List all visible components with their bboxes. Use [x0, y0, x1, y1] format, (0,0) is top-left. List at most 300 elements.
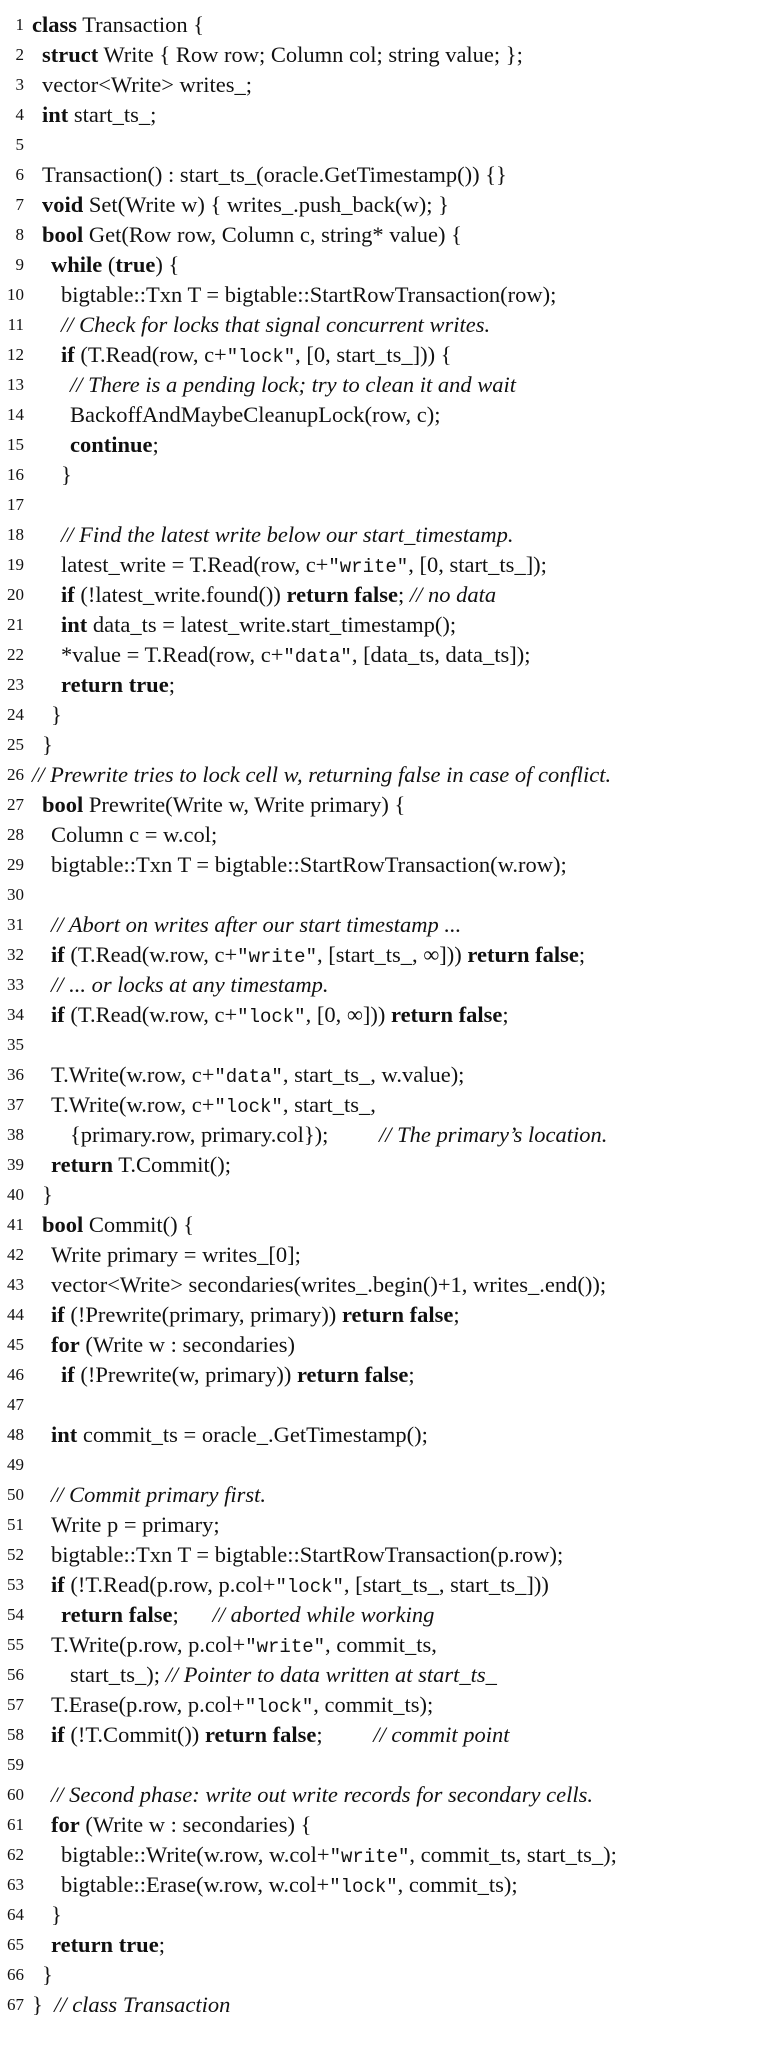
code-line — [0, 1150, 774, 1180]
code-line — [0, 1090, 774, 1120]
code-text — [51, 1630, 437, 1662]
code-token: BackoffAndMaybeCleanupLock(row, c); — [70, 402, 441, 427]
code-text — [42, 160, 507, 190]
code-line — [0, 1870, 774, 1900]
code-text — [70, 1120, 607, 1150]
code-token: (T.Read(row, c+ — [74, 342, 227, 367]
code-text — [70, 370, 516, 400]
keyword: for — [51, 1812, 80, 1837]
code-token: (Write w : secondaries) { — [79, 1812, 312, 1837]
code-token: bigtable::Erase(w.row, w.col+ — [61, 1872, 330, 1897]
code-line — [0, 1630, 774, 1660]
code-line — [0, 370, 774, 400]
string-literal: "lock" — [244, 1696, 314, 1718]
line-number: 47 — [7, 1395, 24, 1414]
string-literal: "write" — [328, 556, 409, 578]
code-token: ; — [316, 1722, 374, 1747]
line-number: 23 — [7, 675, 24, 694]
line-number: 51 — [7, 1515, 24, 1534]
line-number: 31 — [7, 915, 24, 934]
line-number: 35 — [7, 1035, 24, 1054]
code-token: } — [42, 732, 53, 757]
code-line — [0, 1480, 774, 1510]
code-token: T.Commit(); — [113, 1152, 231, 1177]
code-text — [51, 1690, 433, 1722]
code-text — [51, 1060, 464, 1092]
code-line — [0, 580, 774, 610]
code-token: commit_ts = oracle_.GetTimestamp(); — [77, 1422, 428, 1447]
line-number: 9 — [15, 255, 24, 274]
code-line — [0, 1600, 774, 1630]
code-token: Transaction { — [77, 12, 205, 37]
code-line — [0, 1060, 774, 1090]
code-text — [42, 70, 252, 100]
code-token: } — [42, 1962, 53, 1987]
string-literal: "data" — [214, 1066, 283, 1088]
code-text — [51, 970, 328, 1000]
line-number: 6 — [15, 165, 24, 184]
keyword: class — [32, 12, 77, 37]
keyword: return true — [61, 672, 169, 697]
code-token: bigtable::Txn T = bigtable::StartRowTransaction(row); — [61, 282, 557, 307]
code-line — [0, 700, 774, 730]
code-comment: // commit point — [373, 1722, 510, 1747]
code-line — [0, 310, 774, 340]
code-line — [0, 10, 774, 40]
code-token: } — [51, 1902, 62, 1927]
line-number: 16 — [7, 465, 24, 484]
line-number: 3 — [15, 75, 24, 94]
line-number: 57 — [7, 1695, 24, 1714]
keyword: return false — [467, 942, 579, 967]
line-number: 20 — [7, 585, 24, 604]
code-line — [0, 160, 774, 190]
code-line — [0, 1930, 774, 1960]
code-comment: // Check for locks that signal concurrent writes. — [61, 312, 491, 337]
code-text — [51, 1300, 460, 1330]
code-token: , commit_ts); — [397, 1872, 518, 1897]
code-text — [42, 100, 156, 130]
line-number: 22 — [7, 645, 24, 664]
code-line — [0, 1300, 774, 1330]
code-line — [0, 1840, 774, 1870]
code-token: (T.Read(w.row, c+ — [64, 942, 238, 967]
line-number: 50 — [7, 1485, 24, 1504]
code-text — [51, 1270, 606, 1300]
code-token: } — [61, 462, 72, 487]
keyword: for — [51, 1332, 80, 1357]
line-number: 19 — [7, 555, 24, 574]
keyword: if — [61, 582, 75, 607]
code-text — [51, 1930, 165, 1960]
code-token: Prewrite(Write w, Write primary) { — [83, 792, 406, 817]
code-text — [42, 1960, 53, 1990]
keyword: void — [42, 192, 84, 217]
code-text — [61, 310, 490, 340]
code-line — [0, 1540, 774, 1570]
code-text — [51, 1510, 220, 1540]
string-literal: "write" — [329, 1846, 410, 1868]
line-number: 13 — [7, 375, 24, 394]
code-text — [61, 1600, 434, 1630]
keyword: return false — [286, 582, 398, 607]
code-token: {primary.row, primary.col}); — [70, 1122, 380, 1147]
line-number: 49 — [7, 1455, 24, 1474]
code-text — [32, 10, 204, 40]
code-token: (!Prewrite(primary, primary)) — [64, 1302, 342, 1327]
code-text — [51, 1900, 62, 1930]
code-token: T.Erase(p.row, p.col+ — [51, 1692, 245, 1717]
string-literal: "write" — [237, 946, 317, 968]
code-token: Column c = w.col; — [51, 822, 218, 847]
code-token: *value = T.Read(row, c+ — [61, 642, 284, 667]
code-comment: // ... or locks at any timestamp. — [51, 972, 329, 997]
code-token: (!Prewrite(w, primary)) — [74, 1362, 297, 1387]
code-comment: // Second phase: write out write records for secondary cells. — [51, 1782, 593, 1807]
line-number: 18 — [7, 525, 24, 544]
line-number: 14 — [7, 405, 24, 424]
code-comment: // class Transaction — [54, 1992, 231, 2017]
code-token: ; — [397, 582, 410, 607]
keyword: true — [115, 252, 156, 277]
keyword: return false — [341, 1302, 454, 1327]
code-token: , start_ts_, — [282, 1092, 376, 1117]
code-line — [0, 1360, 774, 1390]
keyword: return false — [61, 1602, 173, 1627]
line-number: 21 — [7, 615, 24, 634]
code-token: T.Write(p.row, p.col+ — [51, 1632, 246, 1657]
code-token: Write { Row row; Column col; string value; }; — [98, 42, 523, 67]
code-line — [0, 70, 774, 100]
code-text — [42, 40, 523, 70]
line-number: 61 — [7, 1815, 24, 1834]
line-number: 8 — [15, 225, 24, 244]
keyword: if — [51, 1002, 65, 1027]
code-line — [0, 1660, 774, 1690]
code-token: ; — [168, 672, 175, 697]
code-line — [0, 1510, 774, 1540]
code-line — [0, 790, 774, 820]
code-text — [61, 580, 496, 610]
keyword: bool — [42, 222, 84, 247]
code-text — [32, 1990, 230, 2020]
code-token: } — [51, 702, 62, 727]
line-number: 55 — [7, 1635, 24, 1654]
line-number: 10 — [7, 285, 24, 304]
line-number: 63 — [7, 1875, 24, 1894]
string-literal: "lock" — [329, 1876, 398, 1898]
keyword: if — [51, 942, 65, 967]
line-number: 34 — [7, 1005, 24, 1024]
code-text — [42, 790, 405, 820]
line-number: 56 — [7, 1665, 24, 1684]
keyword: return false — [204, 1722, 317, 1747]
code-token: , commit_ts); — [313, 1692, 434, 1717]
code-text — [51, 940, 585, 972]
code-text — [51, 1570, 549, 1602]
code-line — [0, 1180, 774, 1210]
string-literal: "lock" — [214, 1096, 283, 1118]
code-token: (Write w : secondaries) — [79, 1332, 295, 1357]
code-token: Commit() { — [83, 1212, 195, 1237]
line-number: 37 — [7, 1095, 24, 1114]
code-text — [42, 730, 53, 760]
code-line — [0, 430, 774, 460]
keyword: struct — [42, 42, 99, 67]
code-text — [61, 340, 452, 372]
code-line — [0, 1270, 774, 1300]
line-number: 15 — [7, 435, 24, 454]
code-line — [0, 820, 774, 850]
code-line — [0, 280, 774, 310]
code-token: , [data_ts, data_ts]); — [351, 642, 531, 667]
code-token: start_ts_; — [68, 102, 157, 127]
line-number: 65 — [7, 1935, 24, 1954]
line-number: 40 — [7, 1185, 24, 1204]
code-token: Get(Row row, Column c, string* value) { — [83, 222, 462, 247]
code-token: } — [42, 1182, 53, 1207]
code-text — [61, 550, 547, 582]
code-line — [0, 1570, 774, 1600]
line-number: 25 — [7, 735, 24, 754]
code-line — [0, 940, 774, 970]
code-token: , [0, start_ts_]); — [408, 552, 547, 577]
line-number: 38 — [7, 1125, 24, 1144]
code-text — [61, 1840, 617, 1872]
code-token: ) { — [155, 252, 180, 277]
code-line — [0, 640, 774, 670]
code-token: ; — [578, 942, 586, 967]
code-line — [0, 880, 774, 910]
line-number: 64 — [7, 1905, 24, 1924]
keyword: while — [51, 252, 103, 277]
code-line — [0, 400, 774, 430]
code-token: vector<Write> secondaries(writes_.begin()+1, writes_.end()); — [51, 1272, 607, 1297]
line-number: 4 — [15, 105, 24, 124]
code-text — [61, 1360, 415, 1390]
code-line — [0, 1030, 774, 1060]
code-token: latest_write = T.Read(row, c+ — [61, 552, 329, 577]
code-token: bigtable::Txn T = bigtable::StartRowTransaction(p.row); — [51, 1542, 564, 1567]
code-text — [51, 1240, 301, 1270]
code-line — [0, 1450, 774, 1480]
code-line — [0, 1990, 774, 2020]
line-number: 26 — [7, 765, 24, 784]
code-token: Write p = primary; — [51, 1512, 220, 1537]
code-line — [0, 1210, 774, 1240]
code-text — [51, 250, 179, 280]
code-line — [0, 1000, 774, 1030]
keyword: if — [51, 1572, 65, 1597]
code-token: (!T.Read(p.row, p.col+ — [64, 1572, 276, 1597]
code-line — [0, 340, 774, 370]
code-line — [0, 490, 774, 520]
keyword: if — [61, 1362, 75, 1387]
code-comment: // Abort on writes after our start timestamp ... — [51, 912, 462, 937]
code-line — [0, 1240, 774, 1270]
line-number: 67 — [7, 1995, 24, 2014]
line-number: 24 — [7, 705, 24, 724]
keyword: int — [51, 1422, 78, 1447]
keyword: if — [51, 1722, 65, 1747]
code-text — [70, 430, 159, 460]
code-token: , commit_ts, start_ts_); — [409, 1842, 617, 1867]
code-text — [51, 910, 461, 940]
code-token: bigtable::Write(w.row, w.col+ — [61, 1842, 330, 1867]
line-number: 32 — [7, 945, 24, 964]
line-number: 54 — [7, 1605, 24, 1624]
code-text — [70, 1660, 497, 1690]
code-line — [0, 910, 774, 940]
code-line — [0, 1690, 774, 1720]
code-line — [0, 250, 774, 280]
code-line — [0, 1420, 774, 1450]
code-line — [0, 1720, 774, 1750]
code-line — [0, 1120, 774, 1150]
code-token: start_ts_); — [70, 1662, 166, 1687]
code-token: ; — [453, 1302, 460, 1327]
line-number: 11 — [7, 315, 24, 334]
keyword: bool — [42, 792, 84, 817]
code-token: ; — [502, 1002, 509, 1027]
line-number: 45 — [7, 1335, 24, 1354]
keyword: continue — [70, 432, 153, 457]
line-number: 60 — [7, 1785, 24, 1804]
code-text — [51, 1810, 311, 1840]
code-text — [61, 520, 514, 550]
code-text — [51, 1780, 593, 1810]
code-line — [0, 220, 774, 250]
code-text — [61, 610, 456, 640]
keyword: if — [61, 342, 75, 367]
code-text — [61, 670, 175, 700]
code-text — [61, 460, 72, 490]
line-number: 1 — [15, 15, 24, 34]
code-text — [51, 1150, 231, 1180]
string-literal: "lock" — [226, 346, 296, 368]
code-text — [32, 760, 611, 790]
line-number: 7 — [15, 195, 24, 214]
line-number: 48 — [7, 1425, 24, 1444]
line-number: 62 — [7, 1845, 24, 1864]
keyword: return false — [390, 1002, 503, 1027]
code-text — [61, 1870, 518, 1902]
code-text — [42, 220, 462, 250]
line-number: 58 — [7, 1725, 24, 1744]
line-number: 2 — [15, 45, 24, 64]
code-line — [0, 40, 774, 70]
line-number: 42 — [7, 1245, 24, 1264]
code-line — [0, 760, 774, 790]
code-token: bigtable::Txn T = bigtable::StartRowTransaction(w.row); — [51, 852, 567, 877]
line-number: 17 — [7, 495, 24, 514]
code-line — [0, 130, 774, 160]
code-line — [0, 1780, 774, 1810]
code-line — [0, 550, 774, 580]
code-token: ; — [158, 1932, 165, 1957]
code-line — [0, 1960, 774, 1990]
code-token: , [0, start_ts_])) { — [295, 342, 452, 367]
code-token: } — [32, 1992, 55, 2017]
line-number: 33 — [7, 975, 24, 994]
code-line — [0, 730, 774, 760]
code-line — [0, 460, 774, 490]
code-line — [0, 670, 774, 700]
line-number: 44 — [7, 1305, 24, 1324]
line-number: 46 — [7, 1365, 24, 1384]
keyword: if — [51, 1302, 65, 1327]
code-text — [51, 1000, 509, 1032]
code-token: , [0, ∞])) — [305, 1002, 391, 1027]
line-number: 36 — [7, 1065, 24, 1084]
string-literal: "write" — [245, 1636, 326, 1658]
code-line — [0, 1810, 774, 1840]
code-line — [0, 1900, 774, 1930]
line-number: 66 — [7, 1965, 24, 1984]
code-token: data_ts = latest_write.start_timestamp(); — [87, 612, 457, 637]
code-text — [51, 1420, 428, 1450]
code-token: , start_ts_, w.value); — [282, 1062, 465, 1087]
code-comment: // aborted while working — [212, 1602, 435, 1627]
code-text — [61, 640, 531, 672]
string-literal: "data" — [283, 646, 352, 668]
code-token: vector<Write> writes_; — [42, 72, 253, 97]
line-number: 30 — [7, 885, 24, 904]
code-token: ; — [408, 1362, 415, 1387]
code-token: (!latest_write.found()) — [74, 582, 287, 607]
keyword: return false — [296, 1362, 409, 1387]
code-text — [51, 850, 567, 880]
code-text — [42, 1180, 53, 1210]
line-number: 27 — [7, 795, 24, 814]
code-text — [42, 1210, 194, 1240]
line-number: 28 — [7, 825, 24, 844]
code-text — [51, 820, 217, 850]
string-literal: "lock" — [237, 1006, 306, 1028]
code-comment: // The primary’s location. — [379, 1122, 608, 1147]
code-token: Transaction() : start_ts_(oracle.GetTimestamp()) {} — [42, 162, 507, 187]
code-token: (T.Read(w.row, c+ — [64, 1002, 238, 1027]
code-token: T.Write(w.row, c+ — [51, 1062, 215, 1087]
code-text — [51, 1540, 563, 1570]
line-number: 53 — [7, 1575, 24, 1594]
code-token: ; — [172, 1602, 213, 1627]
code-comment: // Pointer to data written at start_ts_ — [165, 1662, 497, 1687]
line-number: 12 — [7, 345, 24, 364]
code-comment: // Commit primary first. — [51, 1482, 267, 1507]
code-comment: // Prewrite tries to lock cell w, returning false in case of conflict. — [32, 762, 612, 787]
keyword: return — [51, 1152, 114, 1177]
line-number: 41 — [7, 1215, 24, 1234]
line-number: 39 — [7, 1155, 24, 1174]
code-token: ( — [102, 252, 116, 277]
code-line — [0, 1330, 774, 1360]
string-literal: "lock" — [275, 1576, 344, 1598]
keyword: bool — [42, 1212, 84, 1237]
code-line — [0, 850, 774, 880]
code-text — [51, 1480, 266, 1510]
code-text — [51, 1330, 295, 1360]
line-number: 52 — [7, 1545, 24, 1564]
code-token: ; — [152, 432, 159, 457]
code-line — [0, 520, 774, 550]
code-line — [0, 100, 774, 130]
keyword: int — [42, 102, 69, 127]
code-text — [61, 280, 556, 310]
code-token: Write primary = writes_[0]; — [51, 1242, 301, 1267]
code-text — [51, 1720, 510, 1750]
keyword: return true — [51, 1932, 159, 1957]
